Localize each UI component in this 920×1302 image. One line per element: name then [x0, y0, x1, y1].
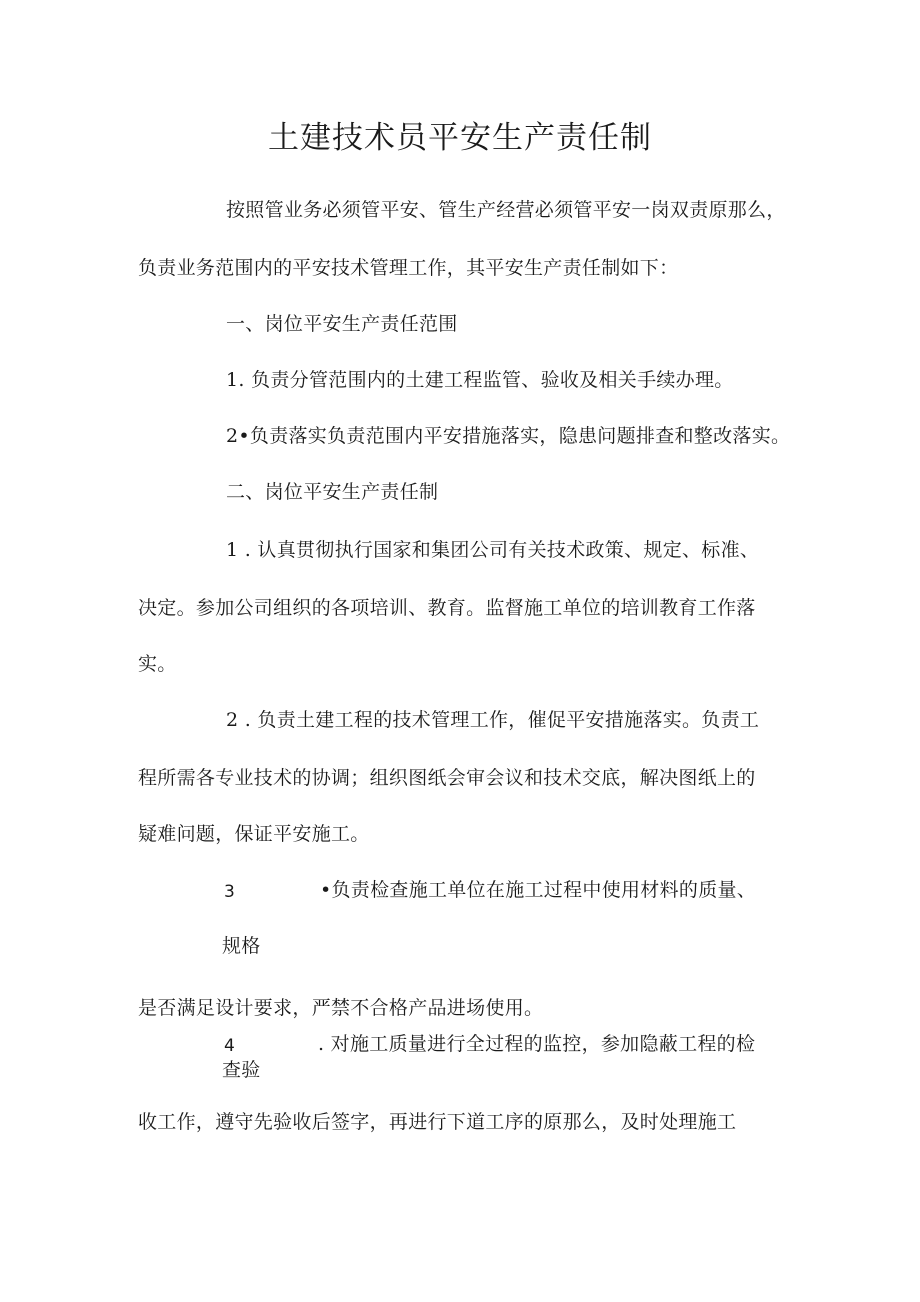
section-2-item-4-continuation: 查验 [222, 1059, 261, 1081]
section-2-item-1-line-3: 实。 [138, 653, 177, 675]
intro-line-2: 负责业务范围内的平安技术管理工作，其平安生产责任制如下： [138, 257, 679, 279]
intro-line-1: 按照管业务必须管平安、管生产经营必须管平安一岗双责原那么， [226, 199, 786, 221]
section-2-item-4-number: 4 [224, 1036, 235, 1056]
section-2-item-2-line-2: 程所需各专业技术的协调；组织图纸会审会议和技术交底，解决图纸上的 [138, 767, 756, 789]
section-2-item-1-line-1: 1 . 认真贯彻执行国家和集团公司有关技术政策、规定、标准、 [226, 539, 760, 561]
section-2-item-3-line-2: 是否满足设计要求，严禁不合格产品进场使用。 [138, 997, 544, 1019]
section-2-item-4-line-2: 收工作，遵守先验收后签字，再进行下道工序的原那么，及时处理施工 [138, 1111, 737, 1133]
section-1-item-2: 2•负责落实负责范围内平安措施落实，隐患问题排查和整改落实。 [226, 425, 791, 447]
section-1-heading: 一、岗位平安生产责任范围 [226, 313, 458, 335]
section-2-item-3-number: 3 [224, 882, 235, 902]
section-2-item-1-line-2: 决定。参加公司组织的各项培训、教育。监督施工单位的培训教育工作落 [138, 597, 756, 619]
section-2-item-4-line-1: . 对施工质量进行全过程的监控，参加隐蔽工程的检 [318, 1033, 756, 1055]
section-2-item-3-continuation: 规格 [222, 935, 261, 957]
section-2-item-2-line-1: 2 . 负责土建工程的技术管理工作，催促平安措施落实。负责工 [226, 709, 760, 731]
section-2-item-3-line-1: •负责检查施工单位在施工过程中使用材料的质量、 [320, 879, 757, 901]
section-1-item-1: 1. 负责分管范围内的土建工程监管、验收及相关手续办理。 [226, 369, 734, 391]
document-title: 土建技术员平安生产责任制 [268, 120, 652, 156]
section-2-heading: 二、岗位平安生产责任制 [226, 481, 439, 503]
section-2-item-2-line-3: 疑难问题，保证平安施工。 [138, 823, 370, 845]
